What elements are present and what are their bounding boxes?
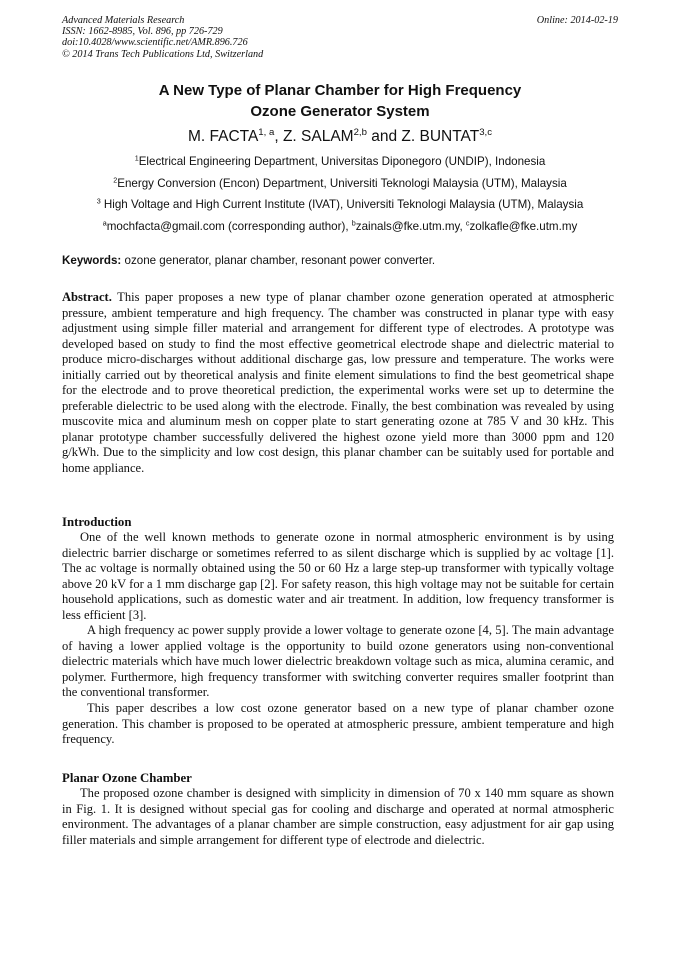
email-a-sup: a <box>102 218 107 228</box>
journal-name: Advanced Materials Research <box>62 15 185 26</box>
publication-header <box>62 15 618 60</box>
planar-chamber-body <box>62 786 614 848</box>
affiliation-3-sup: 3 <box>96 196 101 206</box>
keywords <box>62 254 618 268</box>
affiliation-1-sup: 1 <box>134 153 139 163</box>
planar-chamber-heading: Planar Ozone Chamber <box>62 771 192 785</box>
affiliation-3-text: High Voltage and High Current Institute (IVAT), Universiti Teknologi Malaysia (UTM), Malaysia <box>100 198 584 211</box>
abstract-label: Abstract. <box>62 290 112 304</box>
author-1-name: M. FACTA <box>187 128 259 145</box>
email-b-sup: b <box>351 218 356 228</box>
copyright-line: © 2014 Trans Tech Publications Ltd, Switzerland <box>62 48 264 60</box>
keywords-text: ozone generator, planar chamber, resonant power converter. <box>121 254 436 267</box>
introduction-paragraph-2: A high frequency ac power supply provide a lower voltage to generate ozone [4, 5]. The main advantage of having a lower applied voltage is the opportunity to build ozone generators using non-conventional dielectric materials which have much lower dielectric breakdown voltage such as mica, alumina ceramic, and polymer. Furthermore, high frequency transformer with switching converter requires smaller footprint than the conventional transformer. <box>62 623 614 700</box>
paper-title <box>62 80 618 122</box>
author-3-name: Z. BUNTAT <box>401 128 480 145</box>
author-2-sup: 2,b <box>353 127 367 139</box>
introduction-body <box>62 530 614 748</box>
title-line-1: A New Type of Planar Chamber for High Frequency <box>158 82 522 99</box>
introduction-paragraph-3: This paper describes a low cost ozone generator based on a new type of planar chamber ozone generation. This chamber is proposed to be operated at atmospheric pressure, ambient temperature and high frequency. <box>62 701 614 747</box>
author-list: M. FACTA$^{1, a}$, Z. SALAM$^{2,b}$ and Z. BUNTAT$^{3,c}$ <box>187 127 493 145</box>
email-a-text: mochfacta@gmail.com (corresponding author), <box>106 220 352 233</box>
title-line-2: Ozone Generator System <box>250 103 430 120</box>
affiliation-2-sup: 2 <box>113 175 118 185</box>
author-1-sup: 1, a <box>258 127 275 139</box>
issn-line: ISSN: 1662-8985, Vol. 896, pp 726-729 <box>62 26 223 38</box>
author-emails <box>40 220 640 234</box>
affiliation-2-text: Energy Conversion (Encon) Department, Universiti Teknologi Malaysia (UTM), Malaysia <box>117 177 567 190</box>
affiliation-3 <box>40 198 640 212</box>
abstract-text: This paper proposes a new type of planar chamber ozone generation operated at atmospheric pressure, ambient temperature and high frequency. The chamber was constructed in planar type with easy adjustment using simple filler material and arrangement for different type of electrodes. A prototype was developed based on study to find the most effective geometrical electrode shape and dielectric material to produce micro-discharges without additional discharge gas, low pressure and temperature. The works were initially carried out by theoretical analysis and finite element simulations to find the best geometrical shape for the electrode and to prove theoretical prediction, the experimental works were set up to determine the preferable dielectric to be used along with the electrode. Finally, the best combination was revealed by using muscovite mica and aluminum mesh on copper plate to start generating ozone at 785 V and 30 kHz. This planar prototype chamber successfully delivered the highest ozone yield more than 3000 ppm and 120 g/kWh. Due to the simplicity and low cost design, this planar chamber can be suitably used for portable and home appliance. <box>62 290 614 476</box>
email-c-sup: c <box>465 218 470 228</box>
doi-line: doi:10.4028/www.scientific.net/AMR.896.726 <box>62 37 248 49</box>
author-3-sup: 3,c <box>479 127 493 139</box>
online-date: Online: 2014-02-19 <box>536 15 618 26</box>
author-and: and <box>371 128 398 145</box>
introduction-paragraph-1: One of the well known methods to generate ozone in normal atmospheric environment is by using dielectric barrier discharge or sometimes referred to as silent discharge which is supplied by ac voltage [1]. The ac voltage is normally obtained using the 50 or 60 Hz a large step-up transformer with typically voltage above 20 kV for a 1 mm discharge gap [2]. For safety reason, this high voltage may not be suitable for certain household applications, such as domestic water and air treatment. In addition, low frequency transformer is less efficient [3]. <box>62 530 614 622</box>
author-2-name: Z. SALAM <box>282 128 354 145</box>
affiliation-1 <box>40 155 640 169</box>
introduction-heading: Introduction <box>62 515 132 529</box>
planar-chamber-paragraph-1: The proposed ozone chamber is designed with simplicity in dimension of 70 x 140 mm square as shown in Fig. 1. It is designed without special gas for cooling and discharge and operated at normal atmospheric environment. The advantages of a planar chamber are simple construction, easy adjustment for air gap using filler materials and simple arrangement for different type of electrode and dielectric. <box>62 786 614 847</box>
email-c-text: zolkafle@fke.utm.my <box>469 220 578 233</box>
affiliation-2 <box>40 177 640 191</box>
affiliation-1-text: Electrical Engineering Department, Universitas Diponegoro (UNDIP), Indonesia <box>138 155 546 168</box>
abstract <box>62 290 614 477</box>
email-b-text: zainals@fke.utm.my, <box>355 220 466 233</box>
keywords-label: Keywords: <box>62 254 122 267</box>
